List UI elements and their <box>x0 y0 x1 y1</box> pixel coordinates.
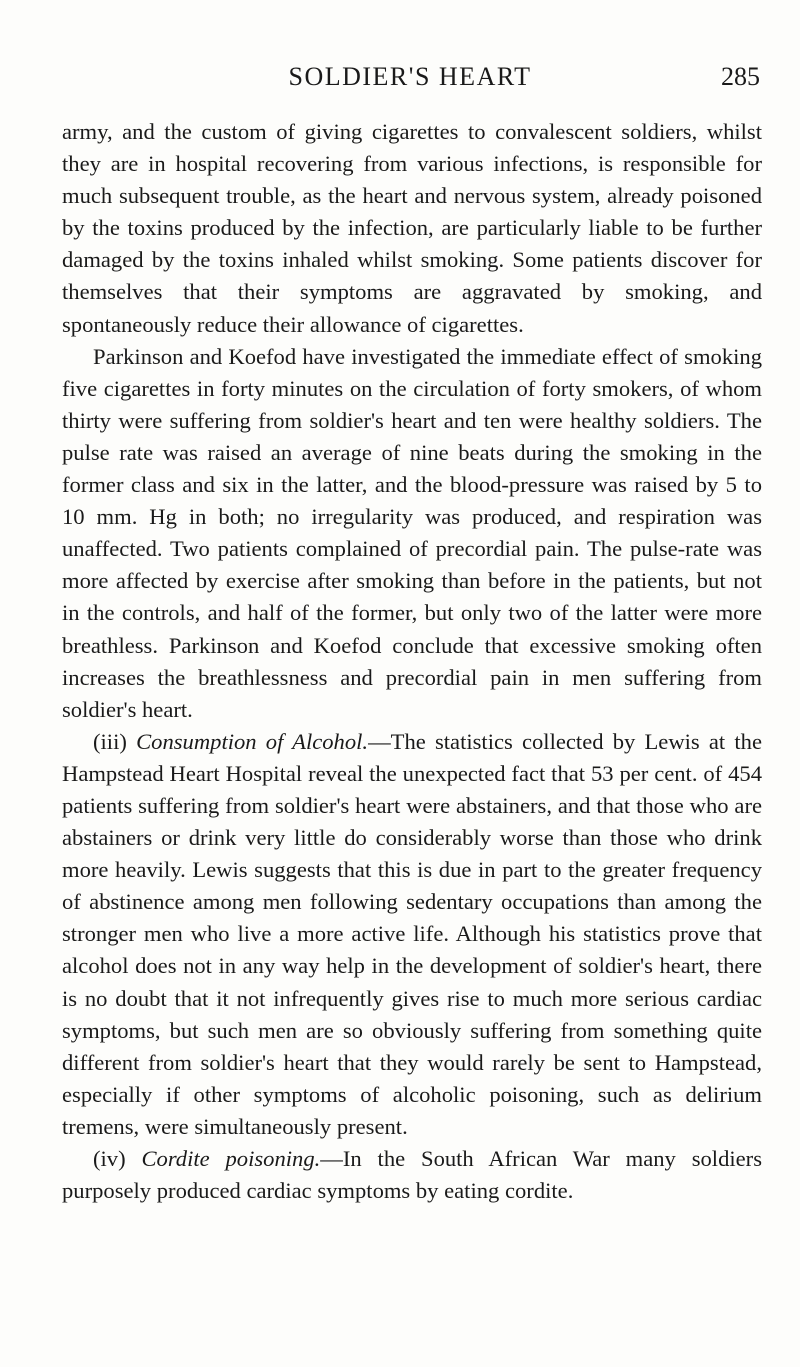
paragraph-parkinson-koefod: Parkinson and Koefod have investigated the immediate effect of smoking five cigarettes in forty minutes on the circulation of forty smokers, of whom thirty were suffering from soldier's heart and ten were healthy soldiers. The pulse rate was raised an average of nine beats during the smoking in the former class and six in the latter, and the blood-pressure was raised by 5 to 10 mm. Hg in both; no irregularity was produced, and respiration was unaffected. Two patients complained of precordial pain. The pulse-rate was more affected by exercise after smoking than before in the patients, but not in the controls, and half of the former, but only two of the latter were more breathless. Parkinson and Koefod conclude that excessive smoking often increases the breathlessness and precordial pain in men suffering from soldier's heart. <box>62 343 762 722</box>
section-title-alcohol: Consumption of Alcohol. <box>136 728 369 754</box>
section-text-cordite: —In the South African War many soldiers purposely produced cardiac symptoms by eating cordite. <box>62 1146 762 1204</box>
running-head <box>60 62 760 102</box>
section-title-cordite: Cordite poisoning. <box>141 1146 321 1171</box>
paragraph-consumption-of-alcohol <box>62 726 762 1143</box>
page-number: 285 <box>721 62 760 91</box>
section-text-alcohol: —The statistics collected by Lewis at the Hampstead Heart Hospital reveal the unexpected fact that 53 per cent. of 454 patients suffering from soldier's heart were abstainers, and that those who are abstainers or drink very little do considerably worse than those who drink more heavily. Lewis suggests that this is due in part to the greater frequency of abstinence among men following sedentary occupations than among the stronger men who live a more active life. Although his statistics prove that alcohol does not in any way help in the development of soldier's heart, there is no doubt that it not infrequently gives rise to much more serious cardiac symptoms, but such men are so obviously suffering from something quite different from soldier's heart that they would rarely be sent to Hampstead, especially if other symptoms of alcoholic poisoning, such as delirium tremens, were simultaneously present. <box>62 728 762 1139</box>
section-number-iii: (iii) <box>93 728 137 754</box>
section-number-iv: (iv) <box>93 1146 142 1171</box>
body-text <box>62 116 762 1207</box>
paragraph-cordite-poisoning <box>62 1143 762 1207</box>
running-title: SOLDIER'S HEART <box>288 62 532 91</box>
paragraph-smoking-continued: army, and the custom of giving cigarettes to convalescent soldiers, whilst they are in hospital recovering from various infections, is responsible for much subsequent trouble, as the heart and nervous system, already poisoned by the toxins produced by the infection, are particularly liable to be further damaged by the toxins inhaled whilst smoking. Some patients discover for themselves that their symptoms are aggravated by smoking, and spontaneously reduce their allowance of cigarettes. <box>62 119 762 337</box>
